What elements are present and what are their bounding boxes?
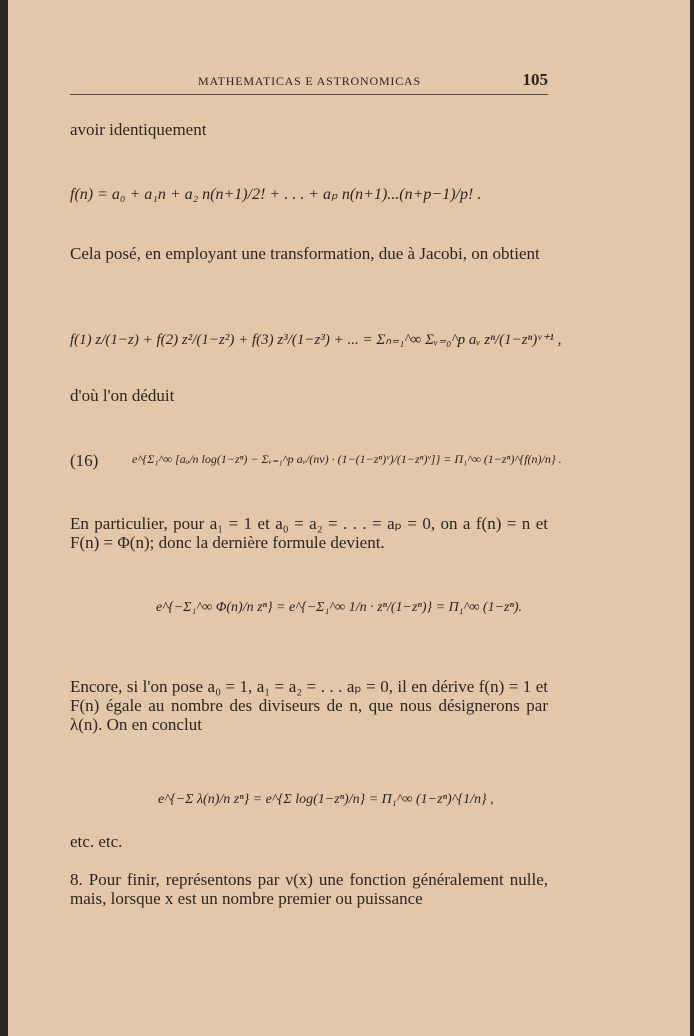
paragraph-particulier: En particulier, pour a₁ = 1 et a₀ = a₂ = . . . = aₚ = 0, on a f(n) = n et F(n) = Φ(n); donc la dernière formule devient. — [70, 514, 548, 552]
page-number: 105 — [522, 70, 548, 89]
equation-product: e^{−Σ₁^∞ Φ(n)/n zⁿ} = e^{−Σ₁^∞ 1/n · zⁿ/(1−zⁿ)} = Π₁^∞ (1−zⁿ). — [156, 600, 523, 615]
paragraph-encore: Encore, si l'on pose a₀ = 1, a₁ = a₂ = . . . aₚ = 0, il en dérive f(n) = 1 et F(n) égale au nombre des diviseurs de n, que nous désignerons par λ(n). On en conclut — [70, 677, 548, 734]
book-page — [8, 0, 690, 1036]
equation-16: e^{Σ₁^∞ [aₒ/n log(1−zⁿ) − Σᵥ₌₁^p aᵥ/(nν) · (1−(1−zⁿ)ᵛ)/(1−zⁿ)ᵛ]} = Π₁^∞ (1−zⁿ)^{f(n)/n} . — [132, 452, 562, 466]
page-header — [70, 70, 548, 95]
equation-label-16: (16) — [70, 451, 99, 470]
paragraph-intro: avoir identiquement — [70, 120, 207, 139]
equation-f-n: f(n) = a₀ + a₁n + a₂ n(n+1)/2! + . . . + aₚ n(n+1)...(n+p−1)/p! . — [70, 186, 482, 203]
paragraph-deduit: d'où l'on déduit — [70, 386, 175, 405]
equation-lambda: e^{−Σ λ(n)/n zⁿ} = e^{Σ log(1−zⁿ)/n} = Π₁^∞ (1−zⁿ)^{1/n} , — [158, 792, 494, 807]
running-head: MATHEMATICAS E ASTRONOMICAS — [198, 74, 421, 88]
paragraph-jacobi: Cela posé, en employant une transformation, due à Jacobi, on obtient — [70, 244, 540, 263]
paragraph-etc: etc. etc. — [70, 832, 123, 851]
equation-series: f(1) z/(1−z) + f(2) z²/(1−z²) + f(3) z³/(1−z³) + ... = Σₙ₌₁^∞ Σᵥ₌₀^p aᵥ zⁿ/(1−zⁿ)ᵛ⁺¹ , — [70, 332, 562, 348]
paragraph-section-8: 8. Pour finir, représentons par ν(x) une fonction généralement nulle, mais, lorsque x est un nombre premier ou puissance — [70, 870, 548, 908]
